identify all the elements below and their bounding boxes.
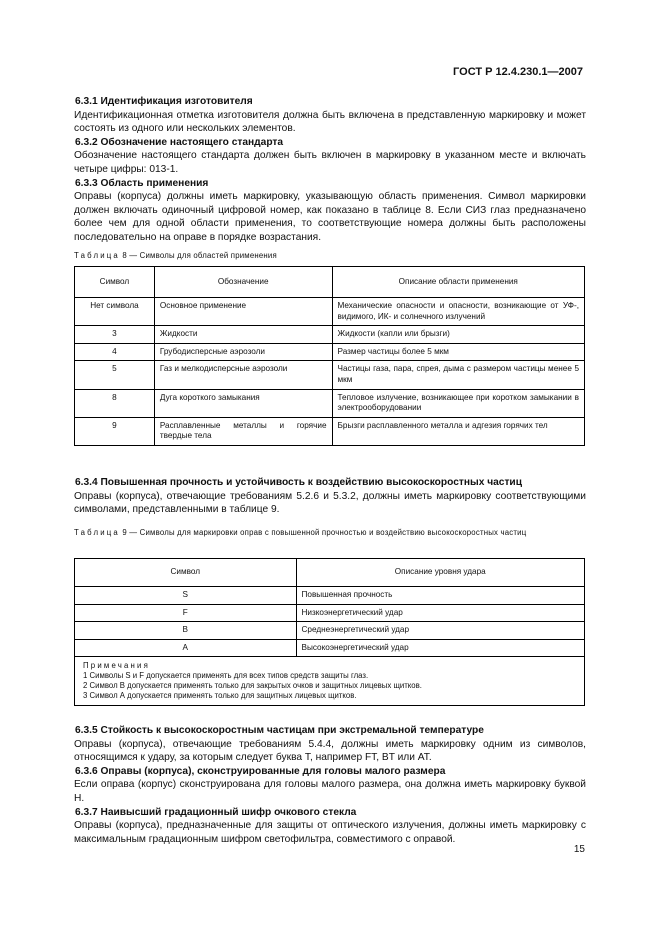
page-number: 15 [573, 844, 585, 855]
table-9-header-cell: Символ [75, 559, 297, 587]
note-item: 3 Символ А допускается применять только для защитных лицевых щитков. [83, 691, 357, 701]
table-cell: 8 [75, 389, 155, 417]
table-cell: Частицы газа, пара, спрея, дыма с размером частицы менее 5 мкм [332, 361, 584, 389]
table-row [75, 622, 585, 640]
table-row [75, 326, 585, 344]
notes-title: Примечания [83, 661, 151, 671]
table-8-header-cell: Описание области применения [332, 267, 584, 298]
table-row [75, 639, 585, 657]
section-6-3-3-text: Оправы (корпуса) должны иметь маркировку, указывающую область применения. Символ маркировки должен включать одиночный цифровой номер, как показано в таблице 8. Если СИЗ глаз предназначено более чем для одной области применения, то соответствующие номера должны быть расположены последовательно на оправе в порядке возрастания. [74, 191, 586, 243]
table-row [75, 604, 585, 622]
section-6-3-2-title: 6.3.2 Обозначение настоящего стандарта [75, 136, 284, 148]
table-cell: 5 [75, 361, 155, 389]
section-6-3-6-title: 6.3.6 Оправы (корпуса), сконструированные для головы малого размера [75, 765, 446, 777]
table-cell: Среднеэнергетический удар [296, 622, 585, 640]
table-cell: Жидкости [154, 326, 332, 344]
section-6-3-5-text: Оправы (корпуса), отвечающие требованиям 5.4.4, должны иметь маркировку одним из символов, относящимся к удару, за которым следует буква Т, например FT, BT или AT. [74, 738, 586, 764]
document-header: ГОСТ Р 12.4.230.1—2007 [453, 66, 583, 78]
table-row [75, 298, 585, 326]
table-8 [74, 266, 585, 446]
table-cell: Жидкости (капли или брызги) [332, 326, 584, 344]
table-8-header-row [75, 267, 585, 298]
table-cell: Грубодисперсные аэрозоли [154, 343, 332, 361]
table-8-caption [74, 251, 586, 261]
section-6-3-5-title: 6.3.5 Стойкость к высокоскоростным частицам при экстремальной температуре [75, 725, 484, 736]
table-8-caption-text: 8 — Символы для областей применения [122, 251, 277, 260]
note-item: 2 Символ В допускается применять только для закрытых очков и защитных лицевых щитков. [83, 681, 422, 691]
table-8-caption-label: Таблица [74, 251, 120, 260]
table-cell: Расплавленные металлы и горячие твердые тела [154, 417, 332, 445]
table-row [75, 587, 585, 605]
section-6-3-1-title: 6.3.1 Идентификация изготовителя [75, 96, 253, 107]
section-6-3-4-text: Оправы (корпуса), отвечающие требованиям 5.2.6 и 5.3.2, должны иметь маркировку соответствующими символами, представленными в таблице 9. [74, 490, 586, 516]
section-6-3-4-title: 6.3.4 Повышенная прочность и устойчивость к воздействию высокоскоростных частиц [75, 477, 522, 488]
table-cell: Высокоэнергетический удар [296, 639, 585, 657]
table-cell: Тепловое излучение, возникающее при коротком замыкании в электрооборудовании [332, 389, 584, 417]
table-cell: Размер частицы более 5 мкм [332, 343, 584, 361]
table-row [75, 389, 585, 417]
table-cell: 3 [75, 326, 155, 344]
table-9-notes-row [75, 657, 585, 706]
table-cell: Газ и мелкодисперсные аэрозоли [154, 361, 332, 389]
table-row [75, 417, 585, 445]
table-9-notes [75, 657, 585, 706]
section-6-3-3-title: 6.3.3 Область применения [75, 177, 209, 189]
table-9-caption [74, 528, 586, 538]
table-cell: F [75, 604, 297, 622]
table-cell: 9 [75, 417, 155, 445]
table-8-header-cell: Обозначение [154, 267, 332, 298]
table-9-caption-label: Таблица [74, 528, 120, 537]
section-6-3-4 [74, 476, 586, 517]
section-6-3-7-title: 6.3.7 Наивысший градационный шифр очкового стекла [75, 806, 357, 818]
table-row [75, 361, 585, 389]
table-cell: Низкоэнергетический удар [296, 604, 585, 622]
table-cell: Основное применение [154, 298, 332, 326]
table-cell: B [75, 622, 297, 640]
table-cell: Механические опасности и опасности, возникающие от УФ-, видимого, ИК- и солнечного излучений [332, 298, 584, 326]
section-6-3-1-text: Идентификационная отметка изготовителя должна быть включена в представленную маркировку и может состоять из одного или нескольких элементов. [74, 109, 586, 135]
table-cell: 4 [75, 343, 155, 361]
table-cell: S [75, 587, 297, 605]
table-row [75, 343, 585, 361]
table-9-caption-text: 9 — Символы для маркировки оправ с повышенной прочностью и воздействию высокоскоростных частиц [122, 528, 527, 537]
table-8-header-cell: Символ [75, 267, 155, 298]
table-cell: A [75, 639, 297, 657]
section-6-3-2-text: Обозначение настоящего стандарта должен быть включен в маркировку в указанном месте и включать четыре цифры: 013-1. [74, 150, 586, 175]
table-cell: Повышенная прочность [296, 587, 585, 605]
sections-top [74, 95, 586, 245]
section-6-3-6-text: Если оправа (корпус) сконструирована для головы малого размера, она должна иметь маркировку буквой Н. [74, 779, 586, 804]
table-cell: Дуга короткого замыкания [154, 389, 332, 417]
sections-bottom [74, 724, 586, 846]
section-6-3-7-text: Оправы (корпуса), предназначенные для защиты от оптического излучения, должны иметь маркировку с максимальным градационным шифром светофильтра, совместимого с оправой. [74, 820, 586, 845]
table-cell: Брызги расплавленного металла и адгезия горячих тел [332, 417, 584, 445]
table-9 [74, 558, 585, 706]
table-9-header-cell: Описание уровня удара [296, 559, 585, 587]
table-9-header-row [75, 559, 585, 587]
table-cell: Нет символа [75, 298, 155, 326]
note-item: 1 Символы S и F допускается применять для всех типов средств защиты глаз. [83, 671, 369, 681]
